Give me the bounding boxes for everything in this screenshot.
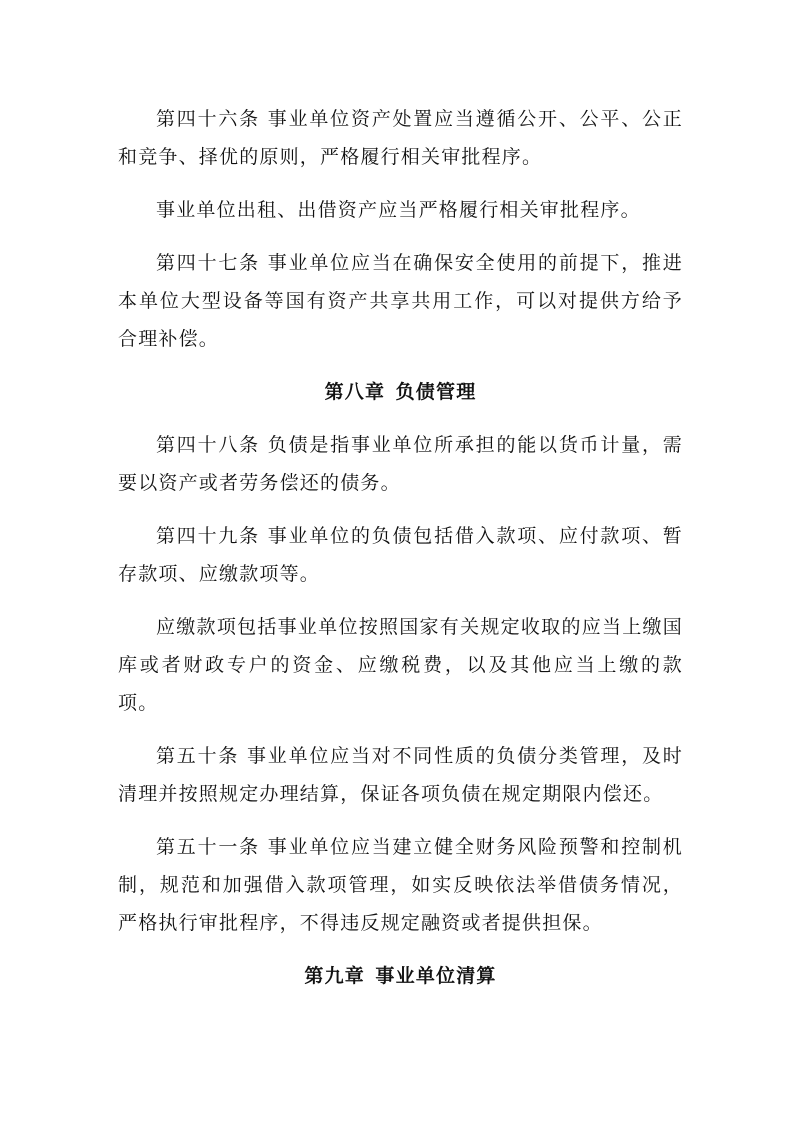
paragraph-article-47: 第四十七条 事业单位应当在确保安全使用的前提下，推进本单位大型设备等国有资产共享共用工作，可以对提供方给予合理补偿。 [118,252,683,350]
chapter-heading-9 [118,957,683,995]
paragraph-article-50: 第五十条 事业单位应当对不同性质的负债分类管理，及时清理并按照规定办理结算，保证各项负债在规定期限内偿还。 [118,745,683,805]
chapter-title: 事业单位清算 [375,965,497,987]
chapter-title: 负债管理 [395,381,477,403]
paragraph-lease-assets: 事业单位出租、出借资产应当严格履行相关审批程序。 [156,199,641,221]
chapter-number: 第八章 [324,381,386,403]
paragraph-article-46: 第四十六条 事业单位资产处置应当遵循公开、公平、公正和竞争、择优的原则，严格履行相关审批程序。 [118,108,683,168]
paragraph-article-48: 第四十八条 负债是指事业单位所承担的能以货币计量，需要以资产或者劳务偿还的债务。 [118,434,683,494]
paragraph-article-51: 第五十一条 事业单位应当建立健全财务风险预警和控制机制，规范和加强借入款项管理，如实反映依法举借债务情况，严格执行审批程序，不得违反规定融资或者提供担保。 [118,836,683,934]
paragraph-payable-items: 应缴款项包括事业单位按照国家有关规定收取的应当上缴国库或者财政专户的资金、应缴税费，以及其他应当上缴的款项。 [118,616,683,714]
chapter-heading-8 [118,373,683,411]
paragraph-article-49: 第四十九条 事业单位的负债包括借入款项、应付款项、暂存款项、应缴款项等。 [118,525,683,585]
chapter-number: 第九章 [304,965,365,987]
